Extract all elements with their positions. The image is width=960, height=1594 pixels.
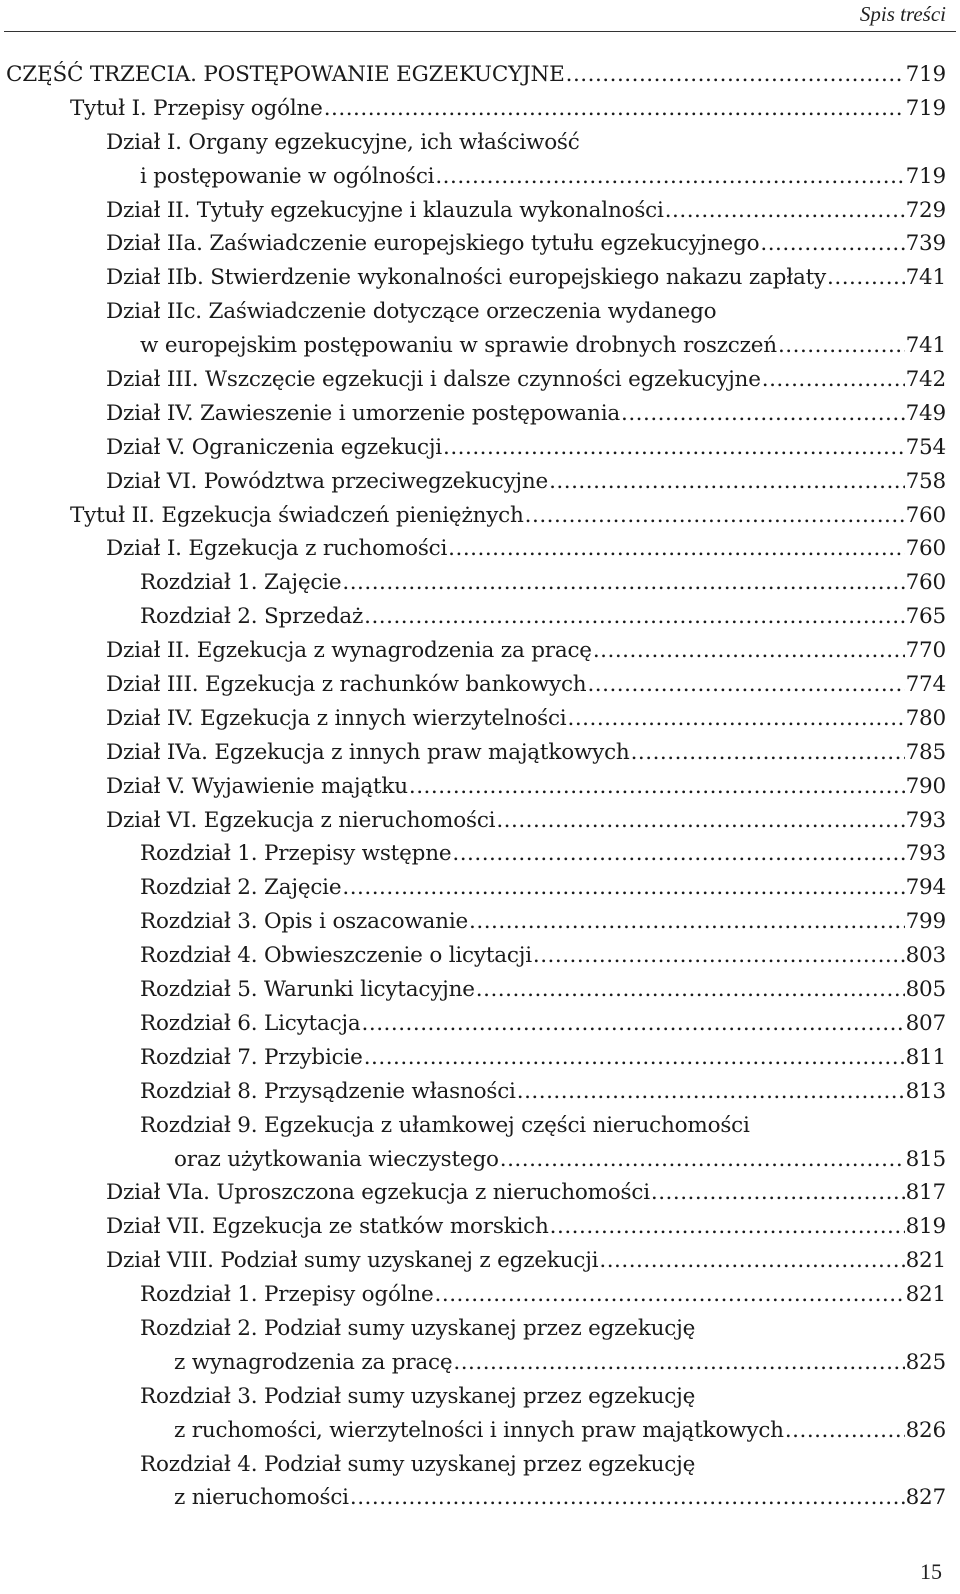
toc-entry-page: 719 xyxy=(905,62,946,87)
toc-entry-page: 794 xyxy=(905,875,946,901)
toc-entry xyxy=(6,295,946,363)
toc-entry-page: 765 xyxy=(905,604,946,630)
toc-entry xyxy=(6,634,946,668)
toc-entry-page: 825 xyxy=(905,1349,946,1375)
toc-entry xyxy=(6,397,946,431)
toc-dot-leader xyxy=(517,1075,905,1109)
toc-entry-page: 813 xyxy=(905,1078,946,1104)
toc-dot-leader xyxy=(525,499,905,533)
toc-dot-leader xyxy=(533,939,905,973)
toc-dot-leader xyxy=(443,431,905,465)
toc-entry-title: w europejskim postępowaniu w sprawie drobnych roszczeń xyxy=(140,333,777,359)
toc-entry-page: 826 xyxy=(905,1417,946,1443)
toc-entry-title: Rozdział 6. Licytacja xyxy=(140,1010,361,1036)
toc-dot-leader xyxy=(566,58,905,92)
toc-entry-page: 821 xyxy=(905,1282,946,1308)
toc-entry-page: 803 xyxy=(905,943,946,969)
toc-line xyxy=(70,92,946,126)
toc-line xyxy=(106,126,946,160)
toc-entry xyxy=(6,58,946,92)
toc-entry xyxy=(6,261,946,295)
toc-entry-title: Dział VI. Powództwa przeciwegzekucyjne xyxy=(106,468,549,494)
toc-line xyxy=(140,1007,946,1041)
toc-dot-leader xyxy=(621,397,905,431)
toc-entry xyxy=(6,837,946,871)
toc-dot-leader xyxy=(350,1481,905,1515)
table-of-contents xyxy=(6,58,946,1515)
toc-entry-title: Rozdział 1. Zajęcie xyxy=(140,570,342,596)
toc-entry xyxy=(6,1041,946,1075)
toc-entry-title: Rozdział 3. Opis i oszacowanie xyxy=(140,909,469,935)
toc-entry xyxy=(6,600,946,634)
toc-dot-leader xyxy=(762,363,905,397)
toc-entry xyxy=(6,566,946,600)
toc-entry-title: Rozdział 1. Przepisy wstępne xyxy=(140,841,452,867)
toc-entry-title: Dział I. Organy egzekucyjne, ich właściwość xyxy=(106,129,580,155)
toc-entry-page: 719 xyxy=(905,95,946,121)
toc-entry-title: Rozdział 3. Podział sumy uzyskanej przez egzekucję xyxy=(140,1383,696,1409)
toc-line xyxy=(140,905,946,939)
toc-line xyxy=(106,397,946,431)
toc-entry-page: 774 xyxy=(905,672,946,698)
toc-entry xyxy=(6,1007,946,1041)
toc-line xyxy=(106,1244,946,1278)
toc-entry xyxy=(6,126,946,194)
toc-dot-leader xyxy=(342,566,904,600)
toc-entry-title: Rozdział 1. Przepisy ogólne xyxy=(140,1282,434,1308)
toc-line xyxy=(106,194,946,228)
toc-dot-leader xyxy=(362,1007,905,1041)
toc-entry-title: Dział II. Tytuły egzekucyjne i klauzula wykonalności xyxy=(106,197,664,223)
toc-line xyxy=(140,1041,946,1075)
toc-entry-title: Dział IV. Zawieszenie i umorzenie postępowania xyxy=(106,400,620,426)
toc-entry-title: z nieruchomości xyxy=(174,1485,349,1511)
toc-dot-leader xyxy=(435,160,904,194)
toc-entry xyxy=(6,905,946,939)
toc-line xyxy=(106,702,946,736)
toc-entry-page: 827 xyxy=(905,1485,946,1511)
toc-dot-leader xyxy=(778,329,905,363)
toc-dot-leader xyxy=(587,668,904,702)
toc-dot-leader xyxy=(448,532,904,566)
toc-line xyxy=(106,668,946,702)
toc-dot-leader xyxy=(496,804,904,838)
page-number: 15 xyxy=(920,1559,942,1584)
toc-entry xyxy=(6,770,946,804)
toc-dot-leader xyxy=(452,837,904,871)
toc-entry xyxy=(6,1176,946,1210)
toc-entry-title: Dział II. Egzekucja z wynagrodzenia za pracę xyxy=(106,638,592,664)
toc-entry-title: CZĘŚĆ TRZECIA. POSTĘPOWANIE EGZEKUCYJNE xyxy=(6,62,565,87)
toc-entry xyxy=(6,702,946,736)
toc-entry-page: 742 xyxy=(905,367,946,393)
toc-entry xyxy=(6,804,946,838)
toc-entry-page: 739 xyxy=(905,231,946,257)
toc-dot-leader xyxy=(324,92,905,126)
toc-line xyxy=(106,770,946,804)
toc-entry-title: Dział VI. Egzekucja z nieruchomości xyxy=(106,807,496,833)
toc-line xyxy=(140,1346,946,1380)
toc-entry-page: 760 xyxy=(905,502,946,528)
toc-line xyxy=(140,1380,946,1414)
toc-entry xyxy=(6,532,946,566)
toc-entry xyxy=(6,668,946,702)
toc-dot-leader xyxy=(665,194,905,228)
toc-line xyxy=(106,295,946,329)
toc-entry-title: Dział IV. Egzekucja z innych wierzytelności xyxy=(106,705,567,731)
toc-dot-leader xyxy=(827,261,905,295)
toc-entry-title: Rozdział 4. Obwieszczenie o licytacji xyxy=(140,943,532,969)
toc-dot-leader xyxy=(593,634,905,668)
toc-entry-title: z ruchomości, wierzytelności i innych praw majątkowych xyxy=(174,1417,784,1443)
toc-line xyxy=(140,1278,946,1312)
toc-line xyxy=(106,634,946,668)
toc-line xyxy=(106,431,946,465)
toc-line xyxy=(140,1109,946,1143)
toc-line xyxy=(140,837,946,871)
toc-entry xyxy=(6,1380,946,1448)
toc-line xyxy=(106,465,946,499)
toc-entry-title: Rozdział 5. Warunki licytacyjne xyxy=(140,977,475,1003)
toc-line xyxy=(106,160,946,194)
toc-entry xyxy=(6,227,946,261)
toc-entry-title: Tytuł II. Egzekucja świadczeń pieniężnych xyxy=(70,502,524,528)
toc-entry-title: Dział VII. Egzekucja ze statków morskich xyxy=(106,1214,549,1240)
toc-line xyxy=(6,58,946,92)
toc-dot-leader xyxy=(409,770,905,804)
toc-dot-leader xyxy=(631,736,905,770)
toc-entry-page: 790 xyxy=(905,773,946,799)
toc-entry-title: Dział III. Wszczęcie egzekucji i dalsze czynności egzekucyjne xyxy=(106,367,761,393)
toc-entry-title: Dział I. Egzekucja z ruchomości xyxy=(106,536,448,562)
toc-entry xyxy=(6,465,946,499)
toc-line xyxy=(140,973,946,1007)
toc-line xyxy=(106,804,946,838)
toc-entry-title: Dział IIa. Zaświadczenie europejskiego tytułu egzekucyjnego xyxy=(106,231,760,257)
toc-entry-title: i postępowanie w ogólności xyxy=(140,163,435,189)
toc-entry-title: Dział V. Ograniczenia egzekucji xyxy=(106,434,442,460)
toc-dot-leader xyxy=(435,1278,905,1312)
toc-dot-leader xyxy=(342,871,904,905)
toc-line xyxy=(106,1176,946,1210)
toc-entry-page: 821 xyxy=(905,1248,946,1274)
toc-entry xyxy=(6,1448,946,1516)
toc-entry-title: Rozdział 2. Sprzedaż xyxy=(140,604,364,630)
toc-entry xyxy=(6,1075,946,1109)
toc-entry-title: Dział IIc. Zaświadczenie dotyczące orzeczenia wydanego xyxy=(106,299,717,325)
toc-line xyxy=(106,532,946,566)
toc-line xyxy=(140,1448,946,1482)
toc-entry-page: 811 xyxy=(905,1044,946,1070)
toc-entry-page: 749 xyxy=(905,400,946,426)
toc-entry-page: 760 xyxy=(905,536,946,562)
toc-entry-title: Tytuł I. Przepisy ogólne xyxy=(70,95,323,121)
toc-dot-leader xyxy=(476,973,905,1007)
toc-entry-title: Dział IVa. Egzekucja z innych praw majątkowych xyxy=(106,739,630,765)
toc-entry-page: 819 xyxy=(905,1214,946,1240)
toc-entry-page: 799 xyxy=(905,909,946,935)
toc-entry-page: 758 xyxy=(905,468,946,494)
header-rule xyxy=(4,31,956,32)
toc-dot-leader xyxy=(785,1414,905,1448)
toc-line xyxy=(140,600,946,634)
toc-entry-page: 805 xyxy=(905,977,946,1003)
toc-entry-title: Rozdział 2. Zajęcie xyxy=(140,875,342,901)
toc-line xyxy=(140,1414,946,1448)
toc-dot-leader xyxy=(549,465,904,499)
toc-entry-page: 741 xyxy=(905,333,946,359)
toc-entry-page: 793 xyxy=(905,807,946,833)
toc-dot-leader xyxy=(500,1143,905,1177)
toc-entry-page: 807 xyxy=(905,1010,946,1036)
toc-line xyxy=(106,227,946,261)
toc-entry-page: 760 xyxy=(905,570,946,596)
toc-entry-title: Dział III. Egzekucja z rachunków bankowych xyxy=(106,672,587,698)
toc-dot-leader xyxy=(469,905,905,939)
toc-entry-page: 719 xyxy=(905,163,946,189)
toc-dot-leader xyxy=(651,1176,905,1210)
toc-dot-leader xyxy=(364,1041,905,1075)
toc-entry-page: 770 xyxy=(905,638,946,664)
toc-dot-leader xyxy=(599,1244,904,1278)
toc-entry-title: Rozdział 4. Podział sumy uzyskanej przez egzekucję xyxy=(140,1451,696,1477)
toc-entry xyxy=(6,363,946,397)
toc-dot-leader xyxy=(550,1210,905,1244)
toc-line xyxy=(140,1143,946,1177)
toc-line xyxy=(140,871,946,905)
toc-entry xyxy=(6,1244,946,1278)
toc-line xyxy=(70,499,946,533)
toc-line xyxy=(140,566,946,600)
toc-line xyxy=(106,736,946,770)
toc-entry-title: oraz użytkowania wieczystego xyxy=(174,1146,499,1172)
toc-entry xyxy=(6,1210,946,1244)
toc-entry-page: 754 xyxy=(905,434,946,460)
toc-entry-title: Dział VIII. Podział sumy uzyskanej z egzekucji xyxy=(106,1248,599,1274)
toc-entry-title: Dział V. Wyjawienie majątku xyxy=(106,773,408,799)
toc-entry-page: 785 xyxy=(905,739,946,765)
toc-entry xyxy=(6,736,946,770)
toc-line xyxy=(106,1210,946,1244)
toc-entry xyxy=(6,973,946,1007)
toc-dot-leader xyxy=(364,600,904,634)
toc-line xyxy=(106,329,946,363)
toc-entry xyxy=(6,1109,946,1177)
toc-line xyxy=(140,939,946,973)
toc-dot-leader xyxy=(567,702,904,736)
toc-entry xyxy=(6,939,946,973)
toc-entry xyxy=(6,194,946,228)
toc-line xyxy=(140,1075,946,1109)
toc-entry-page: 815 xyxy=(905,1146,946,1172)
toc-entry-page: 817 xyxy=(905,1180,946,1206)
toc-line xyxy=(106,261,946,295)
toc-entry-page: 780 xyxy=(905,705,946,731)
running-head: Spis treści xyxy=(859,2,946,26)
toc-entry xyxy=(6,871,946,905)
toc-dot-leader xyxy=(760,227,904,261)
toc-entry-title: Dział IIb. Stwierdzenie wykonalności europejskiego nakazu zapłaty xyxy=(106,265,827,291)
toc-entry-page: 793 xyxy=(905,841,946,867)
toc-entry-title: Rozdział 9. Egzekucja z ułamkowej części nieruchomości xyxy=(140,1112,750,1138)
toc-entry-title: Rozdział 2. Podział sumy uzyskanej przez egzekucję xyxy=(140,1315,696,1341)
toc-entry-title: Dział VIa. Uproszczona egzekucja z nieruchomości xyxy=(106,1180,650,1206)
toc-entry xyxy=(6,92,946,126)
toc-line xyxy=(106,363,946,397)
toc-entry xyxy=(6,1278,946,1312)
toc-entry-title: Rozdział 8. Przysądzenie własności xyxy=(140,1078,516,1104)
toc-entry xyxy=(6,431,946,465)
toc-entry xyxy=(6,1312,946,1380)
toc-entry xyxy=(6,499,946,533)
toc-entry-page: 741 xyxy=(905,265,946,291)
toc-entry-page: 729 xyxy=(905,197,946,223)
toc-line xyxy=(140,1312,946,1346)
toc-dot-leader xyxy=(453,1346,904,1380)
toc-entry-title: Rozdział 7. Przybicie xyxy=(140,1044,363,1070)
toc-line xyxy=(140,1481,946,1515)
toc-entry-title: z wynagrodzenia za pracę xyxy=(174,1349,453,1375)
